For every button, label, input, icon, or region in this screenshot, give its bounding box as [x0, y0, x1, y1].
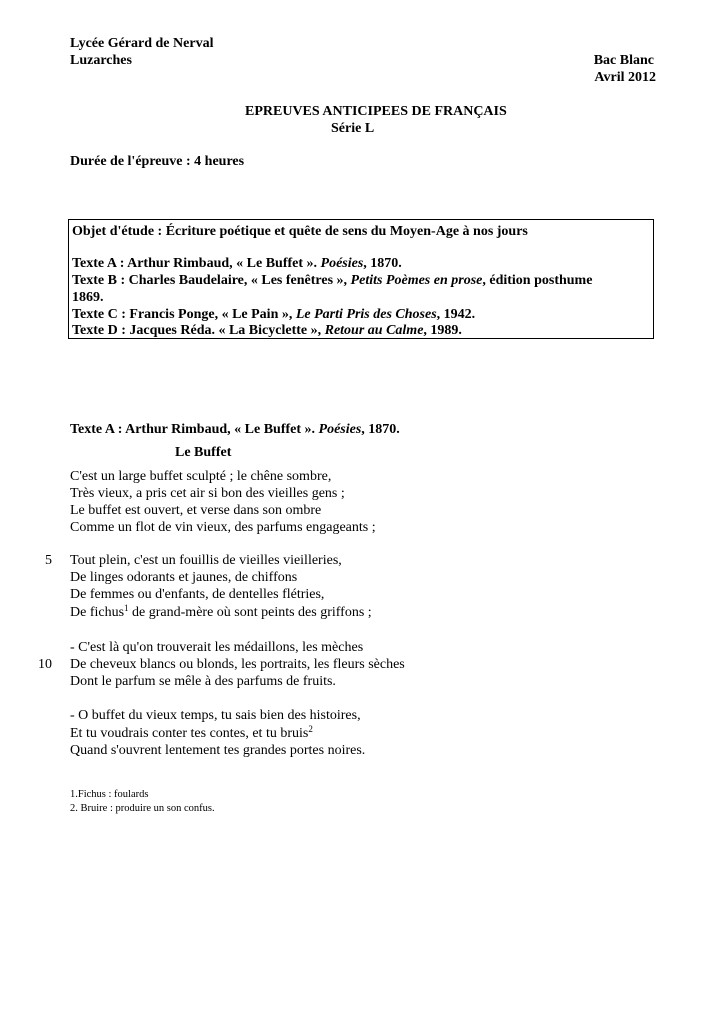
poem-line: De linges odorants et jaunes, de chiffons: [70, 570, 298, 585]
poem-line: Dont le parfum se mêle à des parfums de fruits.: [70, 674, 336, 689]
texts-box: [68, 219, 654, 339]
poem-line: Tout plein, c'est un fouillis de vieilles vieilleries,: [70, 553, 342, 568]
poem-line: Quand s'ouvrent lentement tes grandes portes noires.: [70, 743, 366, 758]
poem-title: Le Buffet: [175, 445, 232, 460]
city-name: Luzarches: [70, 53, 132, 68]
exam-duration: Durée de l'épreuve : 4 heures: [70, 154, 245, 169]
footnote-1: 1.Fichus : foulards: [70, 789, 149, 800]
line-number: 5: [45, 553, 52, 568]
texte-a-ref: Texte A : Arthur Rimbaud, « Le Buffet ». Poésies, 1870.: [72, 256, 402, 271]
poem-line: Le buffet est ouvert, et verse dans son ombre: [70, 503, 322, 518]
poem-line: Comme un flot de vin vieux, des parfums engageants ;: [70, 520, 376, 535]
poem-line: C'est un large buffet sculpté ; le chêne sombre,: [70, 469, 332, 484]
poem-line: De femmes ou d'enfants, de dentelles flétries,: [70, 587, 325, 602]
poem-line: De cheveux blancs ou blonds, les portraits, les fleurs sèches: [70, 657, 405, 672]
exam-series: Série L: [331, 121, 375, 136]
exam-name: Bac Blanc: [593, 53, 654, 68]
section-heading: Texte A : Arthur Rimbaud, « Le Buffet ». Poésies, 1870.: [70, 422, 400, 437]
texte-d-ref: Texte D : Jacques Réda. « La Bicyclette », Retour au Calme, 1989.: [72, 323, 462, 338]
poem-line: - C'est là qu'on trouverait les médaillons, les mèches: [70, 640, 364, 655]
poem-line: - O buffet du vieux temps, tu sais bien des histoires,: [70, 708, 361, 723]
school-name: Lycée Gérard de Nerval: [70, 36, 214, 51]
poem-line: Très vieux, a pris cet air si bon des vieilles gens ;: [70, 486, 345, 501]
objet-etude: Objet d'étude : Écriture poétique et quête de sens du Moyen-Age à nos jours: [72, 224, 528, 239]
line-number: 10: [38, 657, 52, 672]
footnote-2: 2. Bruire : produire un son confus.: [70, 803, 215, 814]
poem-line: Et tu voudrais conter tes contes, et tu bruis$^2$: [70, 724, 313, 741]
texte-b-year: 1869.: [72, 290, 104, 305]
exam-date: Avril 2012: [594, 70, 656, 85]
texte-b-ref: Texte B : Charles Baudelaire, « Les fenêtres », Petits Poèmes en prose, édition posthume: [72, 273, 593, 288]
poem-line: De fichus$^1$ de grand-mère où sont peints des griffons ;: [70, 603, 372, 620]
exam-title: EPREUVES ANTICIPEES DE FRANÇAIS: [245, 104, 507, 119]
texte-c-ref: Texte C : Francis Ponge, « Le Pain », Le Parti Pris des Choses, 1942.: [72, 307, 476, 322]
